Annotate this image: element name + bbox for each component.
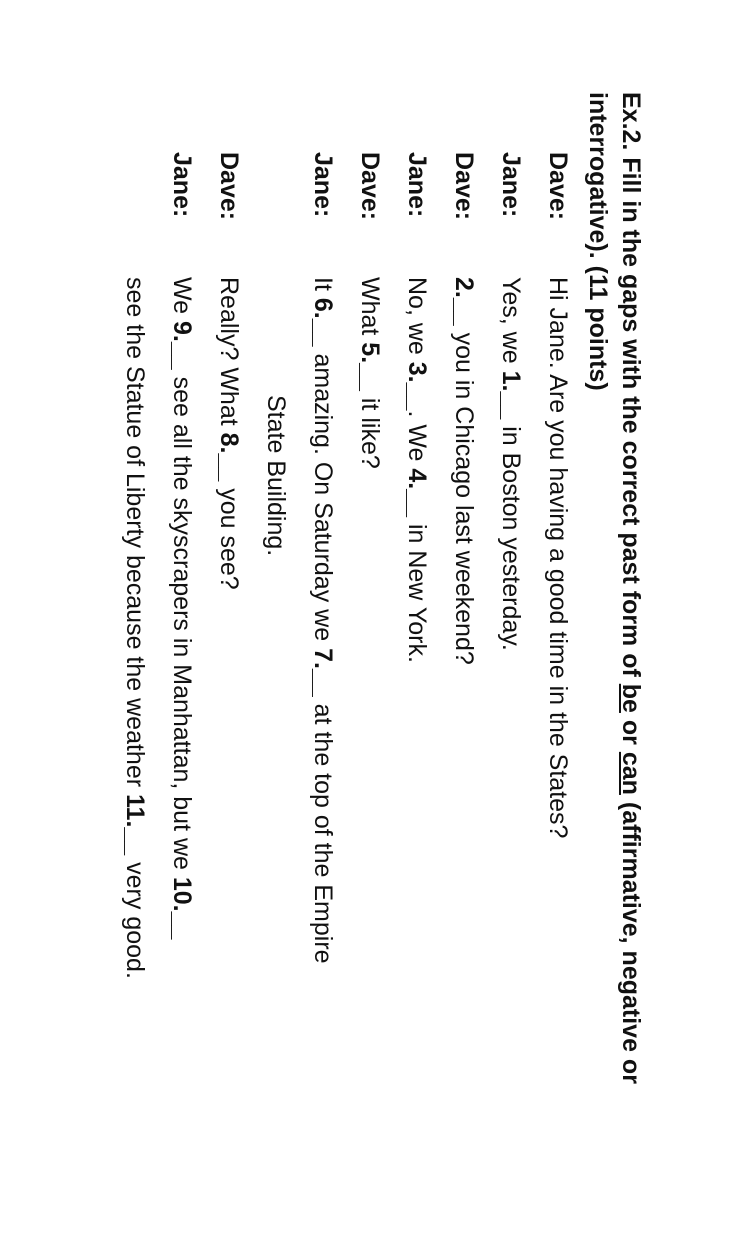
gap-1: 1.__ [497,370,525,420]
line-text [165,277,198,939]
line-text-segment: in Boston yesterday. [497,419,525,651]
gap-7: 7.__ [309,648,337,697]
speaker-label: Dave: [356,152,384,221]
exercise-instructions [581,92,647,1172]
line-text-segment: Really? What [215,277,243,433]
line-text-segment: We [168,277,196,321]
gap-8: 8.__ [215,432,243,482]
line-text-segment: see the Statue of Liberty because the weather [121,277,149,795]
line-text [212,277,245,590]
speaker-label: Dave: [215,152,243,221]
line-text-segment: see all the skyscrapers in Manhattan, but we [168,369,196,877]
keyword-can: can [617,751,645,795]
line-text-segment: amazing. On Saturday we [309,346,337,649]
gap-9: 9.__ [168,321,196,370]
line-text-segment: It [309,277,337,298]
line-text: State Building. [262,395,290,557]
line-text-segment: you see? [215,481,243,590]
line-text [306,277,339,964]
speaker-label: Jane: [309,152,337,218]
gap-10: 10.__ [168,876,196,940]
speaker-label: Dave: [450,152,478,221]
keyword-be: be [617,683,645,713]
line-text-segment: Yes, we [497,277,525,371]
line-text-segment: at the top of the Empire [309,696,337,964]
line-text [400,277,433,663]
gap-11: 11.__ [121,794,149,856]
line-text-segment: . We [403,410,431,469]
gap-5: 5.__ [356,342,384,391]
instructions-text: Ex.2. Fill in the gaps with the correct past form of [617,92,645,684]
gap-4: 4.__ [403,468,431,517]
speaker-label: Jane: [403,152,431,218]
line-text [353,277,386,469]
line-text: Hi Jane. Are you having a good time in the States? [544,277,572,839]
line-text [494,277,527,651]
line-text-segment: very good. [121,855,149,979]
gap-6: 6.__ [309,297,337,347]
line-text [447,277,480,665]
line-text-segment: No, we [403,277,431,362]
speaker-label: Jane: [168,152,196,218]
instructions-text: or [617,712,645,752]
line-text-segment: What [356,277,384,343]
line-text-segment: you in Chicago last weekend? [450,325,478,665]
line-text-segment: in New York. [403,517,431,663]
speaker-label: Jane: [497,152,525,218]
line-text [118,277,151,979]
instructions-text: (affirmative, negative or interrogative). (11 points) [584,92,645,1084]
line-text-segment: it like? [356,390,384,469]
gap-3: 3.__ [403,361,431,411]
gap-2: 2.__ [450,277,478,326]
speaker-label: Dave: [544,152,572,221]
